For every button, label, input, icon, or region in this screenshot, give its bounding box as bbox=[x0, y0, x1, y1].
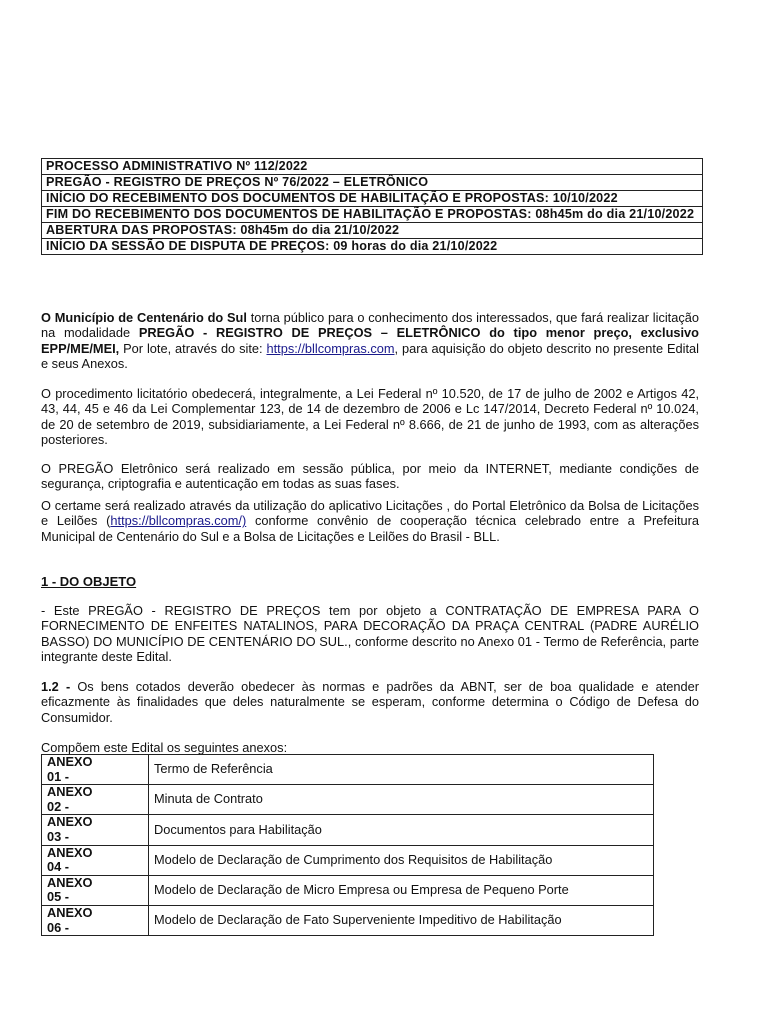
header-row-fim-recebimento: FIM DO RECEBIMENTO DOS DOCUMENTOS DE HABILITAÇÃO E PROPOSTAS: 08h45m do dia 21/10/2022 bbox=[42, 207, 702, 223]
internet-session-paragraph: O PREGÃO Eletrônico será realizado em sessão pública, por meio da INTERNET, mediante condições de segurança, criptografia e autenticação em todas as suas fases. bbox=[41, 461, 699, 492]
table-row bbox=[42, 905, 654, 935]
table-row bbox=[42, 815, 654, 845]
header-row-sessao-disputa: INÍCIO DA SESSÃO DE DISPUTA DE PREÇOS: 09 horas do dia 21/10/2022 bbox=[42, 239, 702, 255]
annex-description: Modelo de Declaração de Cumprimento dos Requisitos de Habilitação bbox=[149, 845, 654, 875]
header-row-processo: PROCESSO ADMINISTRATIVO Nº 112/2022 bbox=[42, 159, 702, 175]
header-row-abertura: ABERTURA DAS PROPOSTAS: 08h45m do dia 21/10/2022 bbox=[42, 223, 702, 239]
annex-number: ANEXO 01 - bbox=[42, 755, 149, 785]
site-link[interactable]: https://bllcompras.com bbox=[266, 340, 395, 356]
annex-description: Modelo de Declaração de Fato Superveniente Impeditivo de Habilitação bbox=[149, 905, 654, 935]
intro-text-2: Por lote, através do site: bbox=[119, 340, 267, 356]
table-row bbox=[42, 875, 654, 905]
annex-number: ANEXO 03 - bbox=[42, 815, 149, 845]
annexes-intro: Compõem este Edital os seguintes anexos: bbox=[41, 740, 288, 755]
process-header-box bbox=[41, 158, 703, 255]
header-row-inicio-recebimento: INÍCIO DO RECEBIMENTO DOS DOCUMENTOS DE HABILITAÇÃO E PROPOSTAS: 10/10/2022 bbox=[42, 191, 702, 207]
legal-basis-paragraph: O procedimento licitatório obedecerá, integralmente, a Lei Federal nº 10.520, de 17 de julho de 2002 e Artigos 42, 43, 44, 45 e 46 da Lei Complementar 123, de 14 de dezembro de 2006 e Lc 147/2014, Decreto Federal nº 10.024, de 20 de setembro de 2019, subsidiariamente, a Lei Federal nº 8.666, de 21 de junho de 1993, com as alterações posteriores. bbox=[41, 386, 699, 447]
annex-number: ANEXO 02 - bbox=[42, 785, 149, 815]
item-1-2-paragraph bbox=[41, 679, 699, 725]
intro-text-1: torna público para o conhecimento dos interessados, que fará realizar licitação na modalidade bbox=[41, 310, 699, 341]
municipio-name: O Município de Centenário do Sul bbox=[41, 310, 247, 325]
annex-number: ANEXO 06 - bbox=[42, 905, 149, 935]
annex-description: Minuta de Contrato bbox=[149, 785, 654, 815]
certame-text-1: O certame será realizado através da utilização do aplicativo Licitações , do Portal Eletrônico da Bolsa de Licitações e Leilões ( bbox=[41, 498, 699, 529]
bll-portal-link[interactable]: https://bllcompras.com/) bbox=[110, 513, 247, 529]
annex-number: ANEXO 04 - bbox=[42, 845, 149, 875]
certame-text-2: conforme convênio de cooperação técnica celebrado entre a Prefeitura Municipal de Centenário do Sul e a Bolsa de Licitações e Leilões do Brasil - BLL. bbox=[41, 513, 699, 544]
intro-paragraph bbox=[41, 310, 699, 371]
intro-text-3: , para aquisição do objeto descrito no presente Edital e seus Anexos. bbox=[41, 340, 699, 371]
table-row bbox=[42, 785, 654, 815]
modalidade-text: PREGÃO - REGISTRO DE PREÇOS – ELETRÔNICO do tipo menor preço, exclusivo EPP/ME/MEI, bbox=[41, 325, 699, 356]
certame-paragraph bbox=[41, 498, 699, 544]
item-1-2-number: 1.2 - bbox=[41, 679, 71, 694]
table-row bbox=[42, 845, 654, 875]
annex-number: ANEXO 05 - bbox=[42, 875, 149, 905]
table-row bbox=[42, 755, 654, 785]
header-row-pregao: PREGÃO - REGISTRO DE PREÇOS Nº 76/2022 – ELETRÔNICO bbox=[42, 175, 702, 191]
section-title-objeto: 1 - DO OBJETO bbox=[41, 574, 137, 589]
annex-description: Modelo de Declaração de Micro Empresa ou Empresa de Pequeno Porte bbox=[149, 875, 654, 905]
objeto-paragraph: - Este PREGÃO - REGISTRO DE PREÇOS tem por objeto a CONTRATAÇÃO DE EMPRESA PARA O FORNECIMENTO DE ENFEITES NATALINOS, PARA DECORAÇÃO DA PRAÇA CENTRAL (PADRE AURÉLIO BASSO) DO MUNICÍPIO DE CENTENÁRIO DO SUL., conforme descrito no Anexo 01 - Termo de Referência, parte integrante deste Edital. bbox=[41, 603, 699, 664]
annex-description: Termo de Referência bbox=[149, 755, 654, 785]
item-1-2-text: Os bens cotados deverão obedecer às normas e padrões da ABNT, ser de boa qualidade e atender eficazmente às finalidades que deles naturalmente se esperam, conforme determina o Código de Defesa do Consumidor. bbox=[41, 679, 699, 725]
annex-description: Documentos para Habilitação bbox=[149, 815, 654, 845]
annexes-table bbox=[41, 754, 654, 936]
